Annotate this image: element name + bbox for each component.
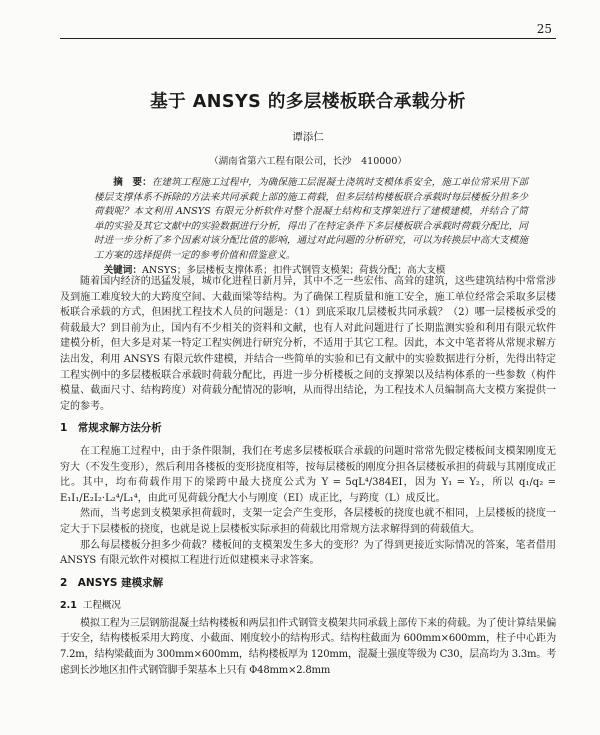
section-2-heading: 2 ANSYS 建模求解	[60, 576, 164, 589]
paper-title: 基于 ANSYS 的多层楼板联合承载分析	[150, 92, 466, 112]
keywords-label: 关键词：	[103, 264, 142, 276]
section-1-paragraph-2: 然而，当考虑到支模架承担荷载时，支架一定会产生变形，各层楼板的挠度也就不相同，上层楼板的挠度一定大于下层楼板的挠度，也就是说上层楼板实际承担的荷载比用常规方法求解得到的荷载值大。	[60, 508, 556, 535]
section-2-paragraph-1: 模拟工程为三层钢筋混凝土结构楼板和两层扣件式钢管支模架共同承载上部传下来的荷载。为了使计算结果偏于安全，结构楼板采用大跨度、小截面、刚度较小的结构形式。结构柱截面为 600mm×600mm，柱子中心距为 7.2m，结构梁截面为 300mm×600mm，结构楼板厚为 120mm，混凝土强度等级为 C30，层高均为 3.3m。考虑到长沙地区扣件式钢管脚手架基本上只有 Φ48mm×2.8mm	[60, 617, 556, 676]
section-1-paragraph-1: 在工程施工过程中，由于条件限制，我们在考虑多层楼板联合承载的问题时常常先假定楼板间支模架刚度无穷大（不发生变形），然后利用各楼板的变形挠度相等，按每层楼板的刚度分担各层楼板承担的荷载与其刚度成正比。其中，均布荷载作用下的梁跨中最大挠度公式为 Y = 5qL⁴/384EI，因为 Y₁ = Y₂，所以 q₁/q₂ = E₁I₁/E₂I₂·L₂⁴/L₁⁴，由此可见荷载分配大小与刚度（EI）成正比，与跨度（L）成反比。	[60, 445, 556, 504]
subsection-number: 2.1	[60, 600, 77, 612]
abstract-label: 摘 要：	[113, 177, 152, 188]
body-text	[60, 274, 556, 678]
author: 谭添仁	[292, 131, 324, 143]
page-number: 25	[536, 22, 552, 36]
header-rule	[60, 38, 556, 39]
intro-paragraph: 随着国内经济的迅猛发展，城市化进程日新月异，其中不乏一些宏伟、高耸的建筑，这些建筑结构中常常涉及到施工难度较大的大跨度空间、大截面梁等结构。为了确保工程质量和施工安全，施工单位经常会采取多层楼板联合承载的方式，但困扰工程技术人员的问题是：（1）到底采取几层楼板共同承载？（2）哪一层楼板承受的荷载最大？到目前为止，国内有不少相关的资料和文献，也有人对此问题进行了长期监测实验和利用有限元软件建模分析，但大多是对某一特定工程实例进行研究分析，不适用于其它工程。因此，本文中笔者将从常规求解方法出发，利用 ANSYS 有限元软件建模，并结合一些简单的实验和已有文献中的实验数据进行分析，先得出特定工程实例中的多层楼板联合承载时荷载分配比，再进一步分析楼板之间的支撑架以及结构体系的一些参数（构件模量、截面尺寸、结构跨度）对荷载分配情况的影响，从而得出结论，为工程技术人员编制高大支模方案提供一定的参考。	[60, 276, 556, 412]
affiliation: （湖南省第六工程有限公司，长沙 410000）	[209, 156, 407, 167]
subsection-2-1-heading	[60, 598, 556, 614]
abstract	[94, 176, 528, 264]
keywords-text: ANSYS；多层楼板支撑体系；扣件式钢管支模架；荷载分配；高大支模	[141, 264, 446, 276]
abstract-text: 在建筑工程施工过程中，为确保施工层混凝土浇筑时支模体系安全，施工单位常采用下部楼层支撑体系不拆除的方法来共同承载上部的施工荷载，但多层结构楼板联合承载时每层楼板分担多少荷载呢？本文利用 ANSYS 有限元分析软件对整个混凝土结构和支撑架进行了建模建模，并结合了简单的实验及其它文献中的实验数据进行分析，得出了在特定条件下多层楼板联合承载时荷载分配比，同时进一步分析了多个因素对该分配比值的影响，通过对此问题的分析研究，可以为转换层中高大支模施工方案的选择提供一定的参考价值和借鉴意义。	[94, 177, 529, 261]
section-1-heading: 1 常规求解方法分析	[60, 422, 162, 435]
section-1-paragraph-3: 那么每层楼板分担多少荷载？楼板间的支模架发生多大的变形？为了得到更接近实际情况的答案，笔者借用 ANSYS 有限元软件对模拟工程进行近似建模来寻求答案。	[60, 539, 556, 567]
subsection-title: 工程概况	[82, 600, 121, 612]
abstract-block	[94, 176, 528, 278]
